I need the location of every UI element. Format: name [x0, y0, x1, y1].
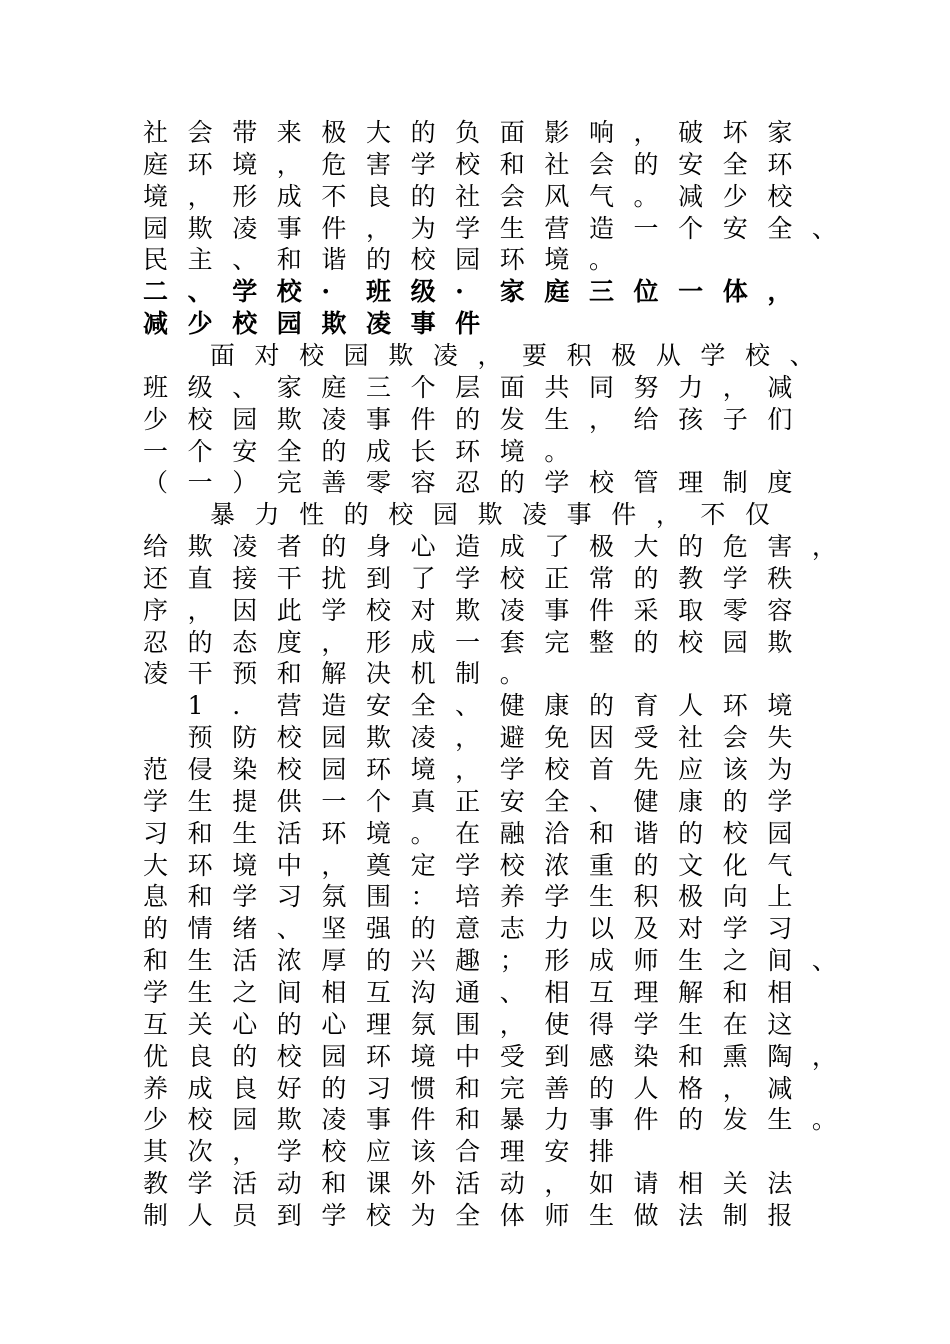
text-line: 班 级 、 家 庭 三 个 层 面 共 同 努 力 ， 减	[143, 372, 793, 402]
text-line: 范 侵 染 校 园 环 境 ， 学 校 首 先 应 该 为	[143, 755, 793, 784]
text-line: 预 防 校 园 欺 凌 ， 避 免 因 受 社 会 失	[187, 723, 793, 753]
text-line: 其 次 ， 学 校 应 该 合 理 安 排	[143, 1137, 614, 1167]
text-line: 学 生 提 供 一 个 真 正 安 全 、 健 康 的 学	[143, 786, 793, 816]
section-heading-line: 二 、 学 校 · 班 级 · 家 庭 三 位 一 体 ，	[143, 277, 793, 307]
text-line: 1 . 营 造 安 全 、 健 康 的 育 人 环 境	[187, 691, 793, 721]
text-line: 息 和 学 习 氛 围 ： 培 养 学 生 积 极 向 上	[143, 882, 793, 912]
text-line: 民 主 、 和 谐 的 校 园 环 境 。	[143, 245, 614, 275]
text-line: 还 直 接 干 扰 到 了 学 校 正 常 的 教 学 秩	[143, 563, 793, 593]
text-line: 忍 的 态 度 ， 形 成 一 套 完 整 的 校 园 欺	[143, 627, 793, 657]
text-line: 境 ， 形 成 不 良 的 社 会 风 气 。 减 少 校	[143, 181, 793, 211]
text-line: 制 人 员 到 学 校 为 全 体 师 生 做 法 制 报	[143, 1200, 793, 1230]
text-line: 暴 力 性 的 校 园 欺 凌 事 件 ， 不 仅	[209, 500, 771, 530]
text-line: 教 学 活 动 和 课 外 活 动 ， 如 请 相 关 法	[143, 1169, 793, 1199]
text-line: 给 欺 凌 者 的 身 心 造 成 了 极 大 的 危 害 ，	[143, 532, 837, 562]
text-line: 序 ， 因 此 学 校 对 欺 凌 事 件 采 取 零 容	[143, 595, 793, 625]
text-line: 互 关 心 的 心 理 氛 围 ， 使 得 学 生 在 这	[143, 1009, 793, 1039]
text-line: 社 会 带 来 极 大 的 负 面 影 响 ， 破 坏 家	[143, 118, 793, 147]
section-heading-line: 减 少 校 园 欺 凌 事 件	[143, 309, 481, 339]
text-line: （ 一 ） 完 善 零 容 忍 的 学 校 管 理 制 度	[143, 468, 793, 498]
text-line: 学 生 之 间 相 互 沟 通 、 相 互 理 解 和 相	[143, 977, 793, 1007]
text-line: 庭 环 境 ， 危 害 学 校 和 社 会 的 安 全 环	[143, 149, 793, 179]
text-line: 和 生 活 浓 厚 的 兴 趣 ； 形 成 师 生 之 间 、	[143, 946, 837, 976]
text-line: 少 校 园 欺 凌 事 件 的 发 生 ， 给 孩 子 们	[143, 404, 793, 434]
text-line: 大 环 境 中 ， 奠 定 学 校 浓 重 的 文 化 气	[143, 850, 793, 880]
text-line: 凌 干 预 和 解 决 机 制 。	[143, 659, 525, 689]
text-line: 园 欺 凌 事 件 ， 为 学 生 营 造 一 个 安 全 、	[143, 213, 837, 243]
text-line: 的 情 绪 、 坚 强 的 意 志 力 以 及 对 学 习	[143, 914, 793, 944]
text-line: 一 个 安 全 的 成 长 环 境 。	[143, 436, 570, 466]
text-line: 养 成 良 好 的 习 惯 和 完 善 的 人 格 ， 减	[143, 1073, 793, 1103]
text-line: 习 和 生 活 环 境 。 在 融 洽 和 谐 的 校 园	[143, 818, 793, 848]
text-line: 优 良 的 校 园 环 境 中 受 到 感 染 和 熏 陶 ，	[143, 1041, 837, 1071]
text-line: 面 对 校 园 欺 凌 ， 要 积 极 从 学 校 、	[209, 340, 815, 370]
text-line: 少 校 园 欺 凌 事 件 和 暴 力 事 件 的 发 生 。	[143, 1105, 837, 1135]
